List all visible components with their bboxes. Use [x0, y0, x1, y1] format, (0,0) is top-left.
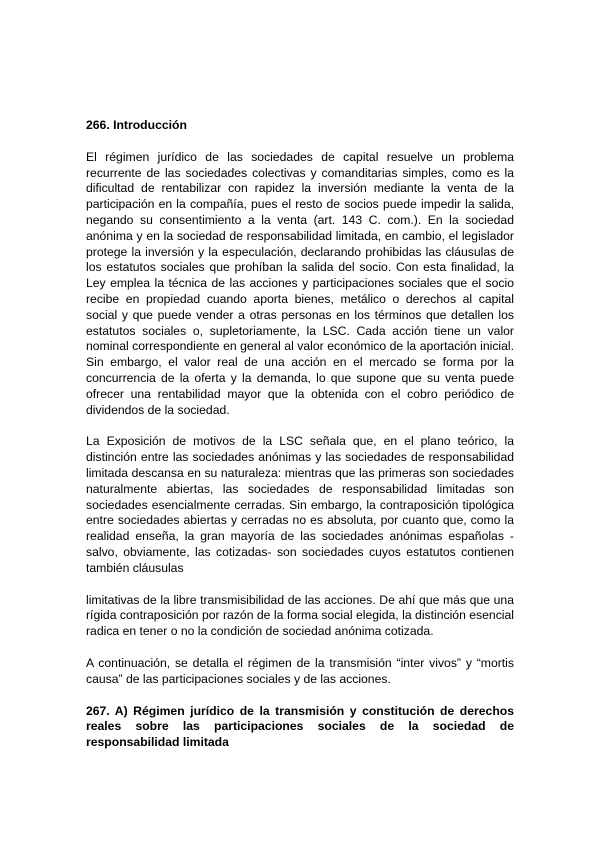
paragraph-exposicion-motivos: La Exposición de motivos de la LSC señala que, en el plano teórico, la distinción entre las sociedades anónimas y las sociedades de responsabilidad limitada descansa en su naturaleza: mientras que las primeras son sociedades naturalmente abiertas, las sociedades de responsabilidad limitadas son sociedades esencialmente cerradas. Sin embargo, la contraposición tipológica entre sociedades abiertas y cerradas no es absoluta, por cuanto que, como la realidad enseña, la gran mayoría de las sociedades anónimas españolas -salvo, obviamente, las cotizadas- son sociedades cuyos estatutos contienen también cláusulas [86, 434, 514, 575]
section-heading-266: 266. Introducción [86, 118, 187, 132]
paragraph-exposicion-continued: limitativas de la libre transmisibilidad de las acciones. De ahí que más que una rígida contraposición por razón de la forma social elegida, la distinción esencial radica en tener o no la condición de sociedad anónima cotizada. [86, 592, 514, 639]
document-page [86, 118, 514, 751]
paragraph-introduction: El régimen jurídico de las sociedades de capital resuelve un problema recurrente de las sociedades colectivas y comanditarias simples, como es la dificultad de rentabilizar con rapidez la inversión mediante la venta de la participación en la compañía, pues el resto de socios puede impedir la salida, negando su consentimiento a la venta (art. 143 C. com.). En la sociedad anónima y en la sociedad de responsabilidad limitada, en cambio, el legislador protege la inversión y la especulación, declarando prohibidas las cláusulas de los estatutos sociales que prohíban la salida del socio. Con esta finalidad, la Ley emplea la técnica de las acciones y participaciones sociales que el socio recibe en propiedad cuando aporta bienes, metálico o derechos al capital social y que puede vender a otras personas en los términos que detallen los estatutos sociales o, supletoriamente, la LSC. Cada acción tiene un valor nominal correspondiente en general al valor económico de la aportación inicial. Sin embargo, el valor real de una acción en el mercado se forma por la concurrencia de la oferta y la demanda, lo que supone que su venta puede ofrecer una rentabilidad mayor que la obtenida con el cobro periódico de dividendos de la sociedad. [86, 149, 514, 417]
section-heading-267: 267. A) Régimen jurídico de la transmisión y constitución de derechos reales sobre las participaciones sociales de la sociedad de responsabilidad limitada [86, 703, 514, 750]
paragraph-continuacion: A continuación, se detalla el régimen de la transmisión “inter vivos” y “mortis causa” de las participaciones sociales y de las acciones. [86, 655, 514, 686]
